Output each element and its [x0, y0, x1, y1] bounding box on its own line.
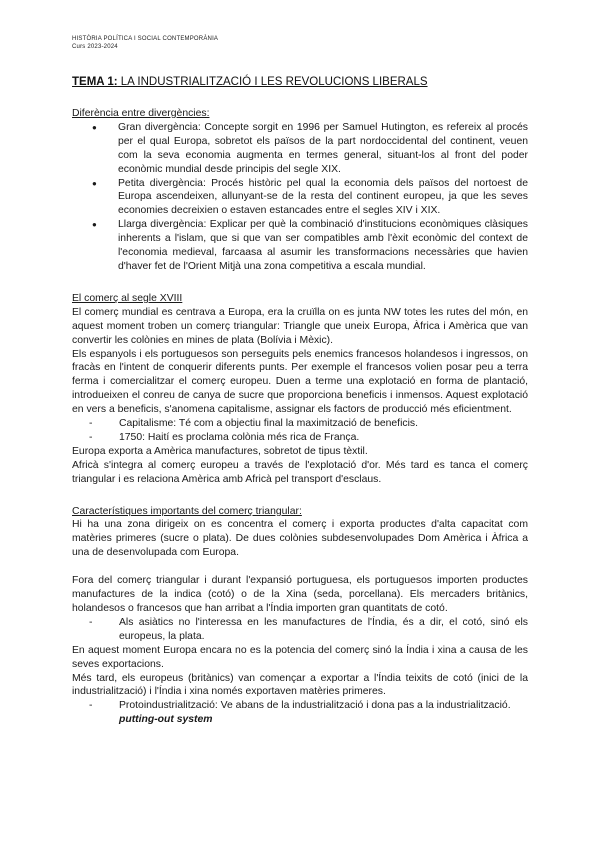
dash-list: [72, 417, 528, 445]
title-text: LA INDUSTRIALITZACIÓ I LES REVOLUCIONS LIBERALS: [117, 76, 428, 88]
list-item: ● Petita divergència: Procés històric pel qual la economia dels països del nortoest de Europa ascendeixen, allunyant-se de la resta del continent europeu, ja que les seves economies decreixien o estaven estancades entre el segles XIV i XIX.: [92, 177, 528, 219]
course-name: HISTÒRIA POLÍTICA I SOCIAL CONTEMPORÀNIA: [72, 36, 219, 42]
list-item: [89, 699, 528, 727]
section-heading-comerc: El comerç al segle XVIII: [72, 292, 183, 304]
paragraph: Hi ha una zona dirigeix on es concentra el comerç i exporta productes d'alta capacitat com matèries primeres (sucre o plata). De dues colònies subdesenvolupades Dom Amèrica i Àfrica a una de desenvolupada com Europa.: [72, 519, 528, 559]
title-prefix: TEMA 1:: [72, 76, 118, 88]
list-item: - 1750: Haití es proclama colònia més rica de França.: [89, 431, 528, 445]
list-item: - Als asiàtics no l'interessa en les manufactures de l'Índia, és a dir, el cotó, sinó els europeus, la plata.: [89, 616, 528, 644]
list-item: ● Llarga divergència: Explicar per què la combinació d'institucions econòmiques clàsiques inherents a l'islam, que si que van ser compatibles amb l'èxit econòmic del context de l'economia medieval, farcaasa al asumir les transformacions necessàries que havien d'haver fet de l'Orient Mitjà una zona competitiva a escala mundial.: [92, 218, 528, 274]
section-heading-caracteristiques: Característiques importants del comerç triangular:: [72, 505, 302, 517]
page-title: [72, 75, 528, 89]
bold-term: putting-out system: [119, 714, 213, 726]
dash-list: [72, 616, 528, 644]
list-item: - Capitalisme: Té com a objectiu final la maximització de beneficis.: [89, 417, 528, 431]
section-heading-divergencies: Diferència entre divergències:: [72, 108, 210, 119]
paragraph: Els espanyols i els portuguesos son perseguits pels enemics francesos holandesos i ingressos, on fracàs en l'intent de conquerir diferents punts. Per exemple el francesos volien posar peu a terra ferma i comercialitzar el comerç europeu. Duen a terme una explotació en forma de plantació, introdueixen el conreu de canya de sucre que proporciona beneficis i inmensos. Aquest explotació en vers a beneficis, s'anomena capitalisme, assignar els factors de producció més eficientment.: [72, 348, 528, 416]
spacer: [72, 560, 528, 574]
paragraph: Europa exporta a Amèrica manufactures, sobretot de tipus tèxtil.: [72, 445, 368, 457]
dash-list: [72, 699, 528, 727]
divergence-list: [72, 121, 528, 274]
course-year: Curs 2023-2024: [72, 43, 118, 50]
protoindustrialitzacio-text: Protoindustrialització: Ve abans de la industrialització i dona pas a la industrialització.: [119, 700, 511, 712]
paragraph: El comerç mundial es centrava a Europa, era la cruïlla on es junta NW totes les rutes del món, en aquest moment troben un comerç triangular: Triangle que uneix Europa, Àfrica i Amèrica que van convertir les colònies en mines de plata (Bolívia i Mèxic).: [72, 306, 528, 346]
paragraph: Més tard, els europeus (britànics) van començar a exportar a l'Índia teixits de cotó (inici de la industrialització) i l'Índia i xina només exportaven matèries primeres.: [72, 672, 528, 698]
paragraph: Africà s'integra al comerç europeu a través de l'explotació d'or. Més tard es tanca el comerç triangular i es relaciona Amèrica amb Africà pel transport d'esclaus.: [72, 459, 528, 485]
document-page: [72, 36, 528, 727]
list-item: ● Gran divergència: Concepte sorgit en 1996 per Samuel Hutington, es refereix al procés per el qual Europa, sobretot els països de la part nordoccidental del continent, veuen com la seva economia augmenta en termes general, situant-los al front del poder econòmic mundial desde principis del segle XIX.: [92, 121, 528, 177]
course-header: [72, 36, 528, 51]
paragraph: En aquest moment Europa encara no es la potencia del comerç sinó la Índia i xina a causa de les seves exportacions.: [72, 644, 528, 670]
paragraph: Fora del comerç triangular i durant l'expansió portuguesa, els portuguesos importen productes manufactures de la indica (cotó) o de la Xina (seda, porcellana). Els mercaders britànics, holandesos o francesos que han arribat a l'Índia importen gran quantitats de cotó.: [72, 575, 528, 614]
